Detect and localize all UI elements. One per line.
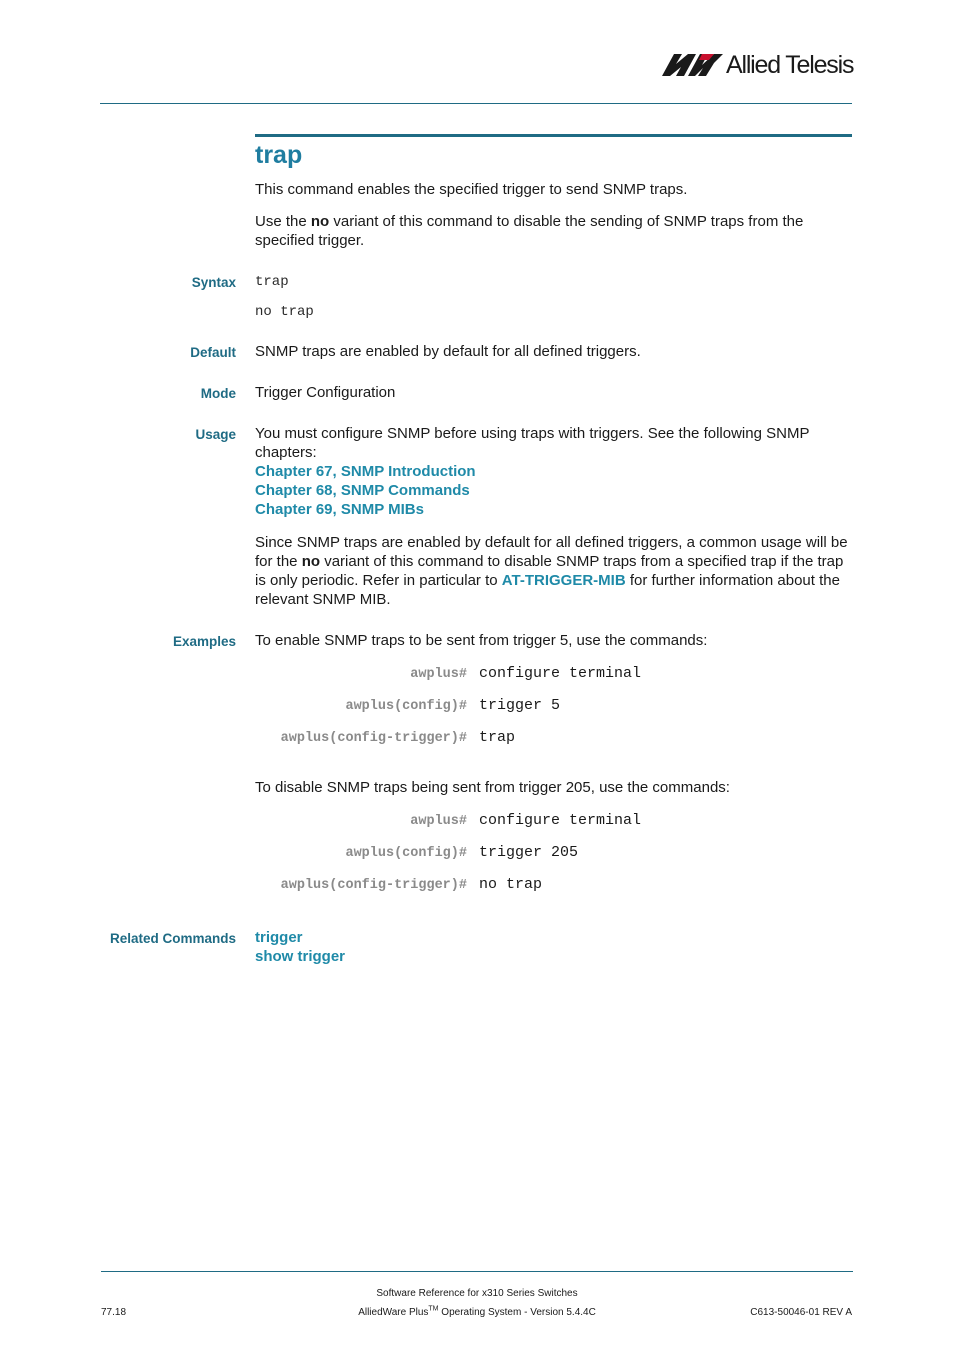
page-title: trap xyxy=(255,141,303,169)
example2-prompt-2: awplus(config)# xyxy=(345,846,467,861)
syntax-command-1: trap xyxy=(255,274,289,290)
link-at-trigger-mib[interactable]: AT-TRIGGER-MIB xyxy=(501,572,626,589)
link-chapter-69[interactable]: Chapter 69, SNMP MIBs xyxy=(255,501,424,518)
examples-label: Examples xyxy=(172,634,236,649)
intro-paragraph-2 xyxy=(255,212,855,250)
syntax-label: Syntax xyxy=(191,275,236,290)
header-rule xyxy=(100,103,852,104)
intro-text-rest: variant of this command to disable the sending of SNMP traps from the specified trigger. xyxy=(255,213,804,249)
examples-intro-1: To enable SNMP traps to be sent from trigger 5, use the commands: xyxy=(255,632,708,649)
usage-paragraph-1 xyxy=(255,424,855,519)
usage-p2-text: Since SNMP traps are enabled by default for all defined triggers, a common usage will be for the xyxy=(255,534,848,570)
document-code: C613-50046-01 REV A xyxy=(750,1307,852,1318)
default-text: SNMP traps are enabled by default for all defined triggers. xyxy=(255,343,641,360)
usage-text: You must configure SNMP before using traps with triggers. See the following SNMP chapters: xyxy=(255,425,810,461)
brand-name: Allied Telesis xyxy=(726,51,854,79)
link-show-trigger[interactable]: show trigger xyxy=(255,948,346,965)
related-commands-label: Related Commands xyxy=(109,931,236,946)
example2-prompt-1: awplus# xyxy=(410,814,467,829)
example1-prompt-1: awplus# xyxy=(410,667,467,682)
syntax-command-2: no trap xyxy=(255,304,314,320)
examples-intro-2: To disable SNMP traps being sent from trigger 205, use the commands: xyxy=(255,779,730,796)
footer-rule xyxy=(101,1271,853,1272)
intro-paragraph-1: This command enables the specified trigger to send SNMP traps. xyxy=(255,181,688,198)
mode-label: Mode xyxy=(200,386,236,401)
intro-bold-no: no xyxy=(310,213,330,230)
link-chapter-67[interactable]: Chapter 67, SNMP Introduction xyxy=(255,463,476,480)
title-rule xyxy=(255,134,852,137)
footer-product: AlliedWare Plus xyxy=(358,1307,429,1318)
footer-version: Operating System - Version 5.4.4C xyxy=(438,1307,596,1318)
usage-p2-text-end: for further information about the relevant SNMP MIB. xyxy=(255,572,840,608)
footer-trademark: TM xyxy=(428,1305,439,1313)
allied-telesis-logo xyxy=(662,50,854,80)
usage-p2-text-mid: variant of this command to disable SNMP traps from a specified trap if the trap is only periodic. Refer in particular to xyxy=(255,553,844,589)
intro-text: Use the xyxy=(255,213,311,230)
example1-prompt-2: awplus(config)# xyxy=(345,699,467,714)
link-trigger[interactable]: trigger xyxy=(255,929,303,946)
example2-prompt-3: awplus(config-trigger)# xyxy=(280,878,467,893)
example2-command-1: configure terminal xyxy=(479,812,642,829)
footer-title: Software Reference for x310 Series Switches xyxy=(376,1288,578,1299)
usage-paragraph-2 xyxy=(255,533,853,609)
default-label: Default xyxy=(190,345,236,360)
example1-command-2: trigger 5 xyxy=(479,697,561,714)
related-commands-list xyxy=(255,928,855,966)
usage-label: Usage xyxy=(195,427,236,442)
link-chapter-68[interactable]: Chapter 68, SNMP Commands xyxy=(255,482,470,499)
example1-command-1: configure terminal xyxy=(479,665,642,682)
example1-prompt-3: awplus(config-trigger)# xyxy=(280,731,467,746)
mode-text: Trigger Configuration xyxy=(255,384,396,401)
example2-command-3: no trap xyxy=(479,876,543,893)
example2-command-2: trigger 205 xyxy=(479,844,579,861)
logo-mark-icon xyxy=(662,52,724,76)
example1-command-3: trap xyxy=(479,729,516,746)
usage-p2-bold-no: no xyxy=(301,553,321,570)
page-number: 77.18 xyxy=(101,1307,127,1318)
